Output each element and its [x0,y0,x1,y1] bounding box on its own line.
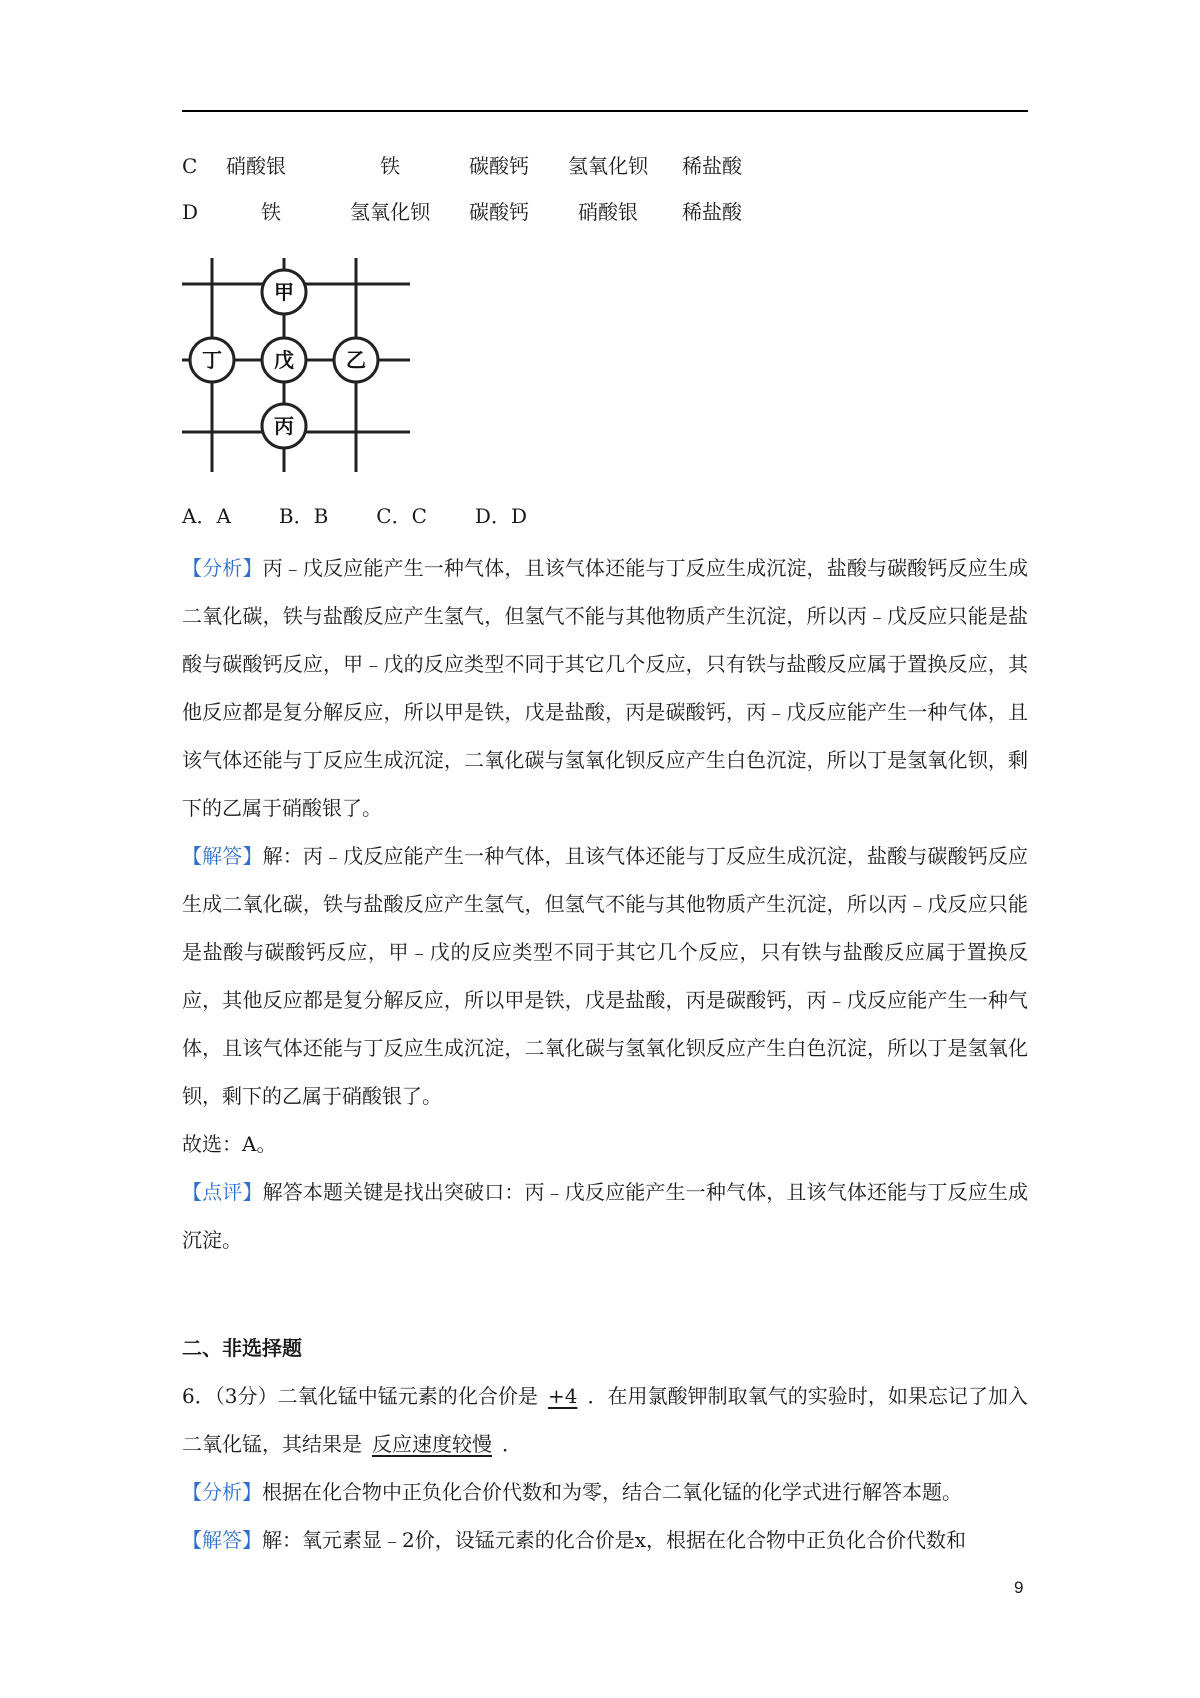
q5-final-answer: 故选：A。 [182,1132,277,1156]
option-cell: 稀盐酸 [682,200,742,224]
section-heading: 二、非选择题 [182,1336,302,1360]
analysis-text: 根据在化合物中正负化合价代数和为零，结合二氧化锰的化学式进行解答本题。 [262,1480,962,1504]
option-row-c [182,150,1028,196]
q6-stem-part3: ． [502,1432,522,1456]
header-rule [182,110,1028,112]
option-cell: 氢氧化钡 [568,154,648,178]
q6-blank2: 反应速度较慢 [372,1432,492,1456]
choice-b: B．B [278,504,329,528]
option-cell: 稀盐酸 [682,154,742,178]
option-cell: 铁 [380,154,400,178]
q6-solution [182,1516,1028,1564]
page-number: 9 [1014,1578,1024,1597]
option-cell: 铁 [261,200,281,224]
q5-analysis [182,544,1028,832]
node-label-center: 戊 [274,348,294,372]
reaction-grid-diagram [182,250,422,480]
solution-tag: 【解答】 [182,1528,262,1552]
option-cell: 硝酸银 [578,200,638,224]
page-content [182,150,1028,1564]
q6-stem-part2: ．在用氯酸钾制取氧气的实验时，如果忘记了加入二氧化锰，其结果是 [182,1384,1029,1456]
option-row-d [182,196,1028,242]
q5-solution [182,832,1028,1120]
option-cell: 氢氧化钡 [350,200,430,224]
analysis-text: 丙﹣戊反应能产生一种气体，且该气体还能与丁反应生成沉淀，盐酸与碳酸钙反应生成二氧化碳，铁与盐酸反应产生氢气，但氢气不能与其他物质产生沉淀，所以丙﹣戊反应只能是盐酸与碳酸钙反应，甲﹣戊的反应类型不同于其它几个反应，只有铁与盐酸反应属于置换反应，其他反应都是复分解反应，所以甲是铁，戊是盐酸，丙是碳酸钙，丙﹣戊反应能产生一种气体，且该气体还能与丁反应生成沉淀，二氧化碳与氢氧化钡反应产生白色沉淀，所以丁是氢氧化钡，剩下的乙属于硝酸银了。 [182,556,1029,820]
q6-stem-part1: 6．（3分）二氧化锰中锰元素的化合价是 [182,1384,538,1408]
choice-a: A．A [182,504,231,528]
solution-text: 解：氧元素显﹣2价，设锰元素的化合价是x，根据在化合物中正负化合价代数和 [262,1528,967,1552]
choice-d: D．D [474,504,527,528]
solution-tag: 【解答】 [182,844,263,868]
option-cell: 硝酸银 [226,154,286,178]
q5-comment [182,1168,1028,1264]
comment-tag: 【点评】 [182,1180,263,1204]
solution-text: 解：丙﹣戊反应能产生一种气体，且该气体还能与丁反应生成沉淀，盐酸与碳酸钙反应生成二氧化碳，铁与盐酸反应产生氢气，但氢气不能与其他物质产生沉淀，所以丙﹣戊反应只能是盐酸与碳酸钙反应，甲﹣戊的反应类型不同于其它几个反应，只有铁与盐酸反应属于置换反应，其他反应都是复分解反应，所以甲是铁，戊是盐酸，丙是碳酸钙，丙﹣戊反应能产生一种气体，且该气体还能与丁反应生成沉淀，二氧化碳与氢氧化钡反应产生白色沉淀，所以丁是氢氧化钡，剩下的乙属于硝酸银了。 [182,844,1029,1108]
q6-blank1: +4 [547,1384,578,1408]
q6-analysis [182,1468,1028,1516]
analysis-tag: 【分析】 [182,556,263,580]
analysis-tag: 【分析】 [182,1480,262,1504]
option-letter: C [182,154,198,178]
q6-stem [182,1372,1028,1468]
option-letter: D [182,200,199,224]
answer-choices [182,500,1028,544]
option-cell: 碳酸钙 [469,200,529,224]
node-label-right: 乙 [346,348,366,372]
node-label-bottom: 丙 [274,414,294,438]
node-label-top: 甲 [274,280,294,304]
node-label-left: 丁 [202,348,222,372]
option-cell: 碳酸钙 [469,154,529,178]
choice-c: C．C [376,504,427,528]
comment-text: 解答本题关键是找出突破口：丙﹣戊反应能产生一种气体，且该气体还能与丁反应生成沉淀。 [182,1180,1029,1252]
